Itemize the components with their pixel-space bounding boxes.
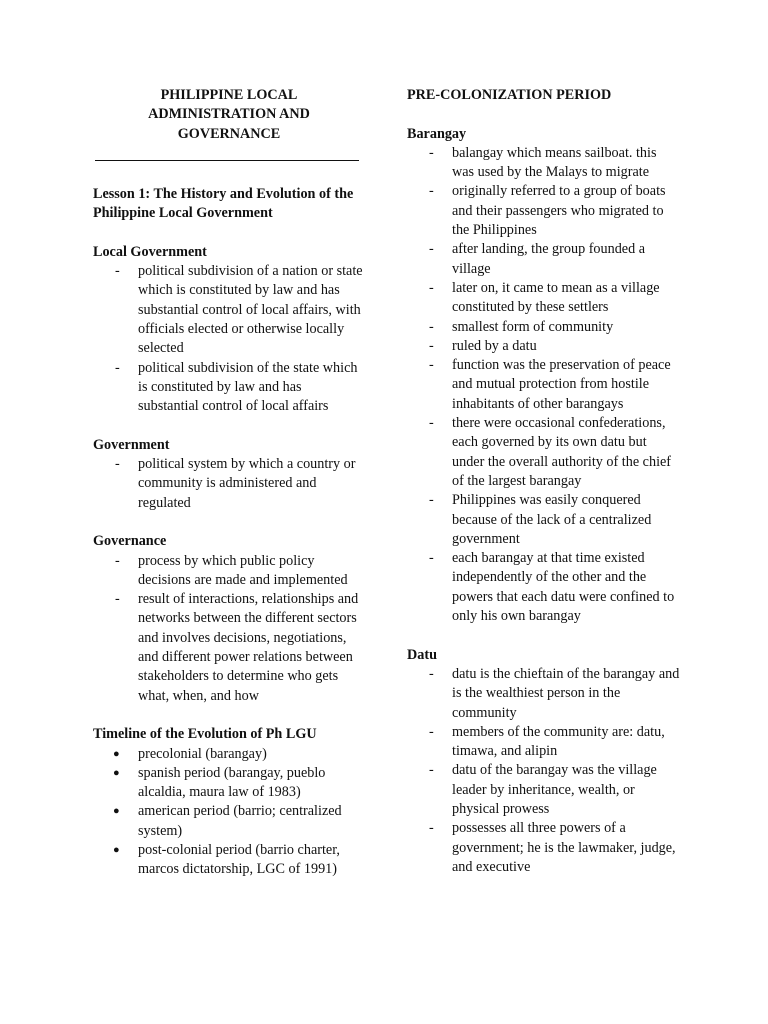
list-item [407, 761, 682, 819]
dash-marker: - [429, 241, 434, 258]
right-column [407, 86, 682, 877]
list-item-text: Philippines was easily conquered because of the lack of a centralized government [452, 492, 652, 547]
list-item [407, 182, 682, 240]
list-item [407, 356, 682, 414]
list-item-text: datu is the chieftain of the barangay and is the wealthiest person in the community [452, 665, 680, 721]
list-item-text: there were occasional confederations, each governed by its own datu but under the overall authority of the chief of the largest barangay [452, 415, 672, 489]
timeline-list [93, 745, 365, 880]
dash-marker: - [115, 263, 120, 280]
list-item-text: post-colonial period (barrio charter, marcos dictatorship, LGC of 1991) [138, 841, 340, 878]
list-item [407, 318, 682, 337]
section-heading-timeline: Timeline of the Evolution of Ph LGU [93, 726, 317, 743]
dash-marker: - [429, 665, 434, 682]
government-list [93, 455, 365, 513]
list-item [93, 841, 365, 880]
list-item-text: smallest form of community [452, 318, 614, 335]
list-item-text: datu of the barangay was the village leader by inheritance, wealth, or physical prowess [452, 762, 657, 817]
list-item [407, 665, 682, 723]
section-heading-datu: Datu [407, 646, 437, 663]
dash-marker: - [429, 279, 434, 296]
list-item [93, 552, 365, 591]
list-item [407, 144, 682, 183]
dash-marker: - [115, 591, 120, 608]
list-item-text: result of interactions, relationships and networks between the different sectors and involves decisions, negotiations, and different power relations between stakeholders to determine who gets what, when, and how [138, 591, 359, 704]
list-item-text: function was the preservation of peace and mutual protection from hostile inhabitants of other barangays [452, 357, 671, 412]
list-item-text: after landing, the group founded a village [452, 241, 646, 277]
list-item [93, 262, 365, 358]
list-item [93, 764, 365, 803]
dash-marker: - [115, 552, 120, 569]
lesson-title: Lesson 1: The History and Evolution of the Philippine Local Government [93, 185, 354, 222]
section-heading-barangay: Barangay [407, 125, 467, 142]
list-item-text: balangay which means sailboat. this was used by the Malays to migrate [452, 144, 657, 181]
list-item [407, 723, 682, 762]
list-item [407, 549, 682, 626]
title-line: PHILIPPINE LOCAL [160, 87, 298, 103]
dash-marker: - [115, 456, 120, 473]
document-title [93, 86, 365, 144]
datu-list [407, 665, 682, 877]
list-item [407, 337, 682, 356]
bullet-marker: ● [113, 805, 120, 818]
dash-marker: - [115, 359, 120, 376]
list-item-text: process by which public policy decisions are made and implemented [138, 552, 348, 588]
local-government-list [93, 262, 365, 416]
list-item-text: precolonial (barangay) [138, 745, 267, 762]
list-item-text: originally referred to a group of boats and their passengers who migrated to the Philippines [452, 183, 666, 239]
list-item [93, 802, 365, 841]
list-item-text: members of the community are: datu, timawa, and alipin [452, 723, 665, 760]
list-item-text: political system by which a country or community is administered and regulated [138, 456, 356, 511]
bullet-marker: ● [113, 747, 120, 760]
list-item [407, 491, 682, 549]
bullet-marker: ● [113, 843, 120, 856]
left-column [93, 86, 365, 880]
section-heading-local-government: Local Government [93, 243, 207, 260]
dash-marker: - [429, 492, 434, 509]
list-item [407, 819, 682, 877]
list-item [93, 590, 365, 706]
dash-marker: - [429, 183, 434, 200]
section-heading-government: Government [93, 436, 170, 453]
period-title: PRE-COLONIZATION PERIOD [407, 87, 612, 103]
list-item [407, 240, 682, 279]
barangay-list [407, 144, 682, 626]
governance-list [93, 552, 365, 706]
dash-marker: - [429, 723, 434, 740]
list-item [93, 455, 365, 513]
list-item-text: political subdivision of a nation or state which is constituted by law and has substantial control of local affairs, with officials elected or otherwise locally selected [138, 263, 363, 357]
dash-marker: - [429, 318, 434, 335]
dash-marker: - [429, 357, 434, 374]
bullet-marker: ● [113, 766, 120, 779]
list-item-text: political subdivision of the state which is constituted by law and has substantial control of local affairs [138, 359, 358, 415]
dash-marker: - [429, 820, 434, 837]
dash-marker: - [429, 337, 434, 354]
dash-marker: - [429, 144, 434, 161]
list-item [407, 279, 682, 318]
dash-marker: - [429, 762, 434, 779]
list-item-text: american period (barrio; centralized system) [138, 803, 342, 839]
title-line: GOVERNANCE [177, 125, 281, 142]
list-item [407, 414, 682, 491]
list-item-text: ruled by a datu [452, 337, 537, 354]
list-item-text: possesses all three powers of a government; he is the lawmaker, judge, and executive [452, 820, 676, 875]
list-item-text: each barangay at that time existed independently of the other and the powers that each datu were confined to only his own barangay [452, 550, 675, 625]
section-heading-governance: Governance [93, 533, 167, 550]
dash-marker: - [429, 550, 434, 567]
list-item [93, 359, 365, 417]
dash-marker: - [429, 415, 434, 432]
list-item [93, 745, 365, 764]
list-item-text: later on, it came to mean as a village constituted by these settlers [452, 279, 660, 316]
title-line: ADMINISTRATION AND [148, 106, 310, 123]
list-item-text: spanish period (barangay, pueblo alcaldia, maura law of 1983) [138, 764, 326, 801]
